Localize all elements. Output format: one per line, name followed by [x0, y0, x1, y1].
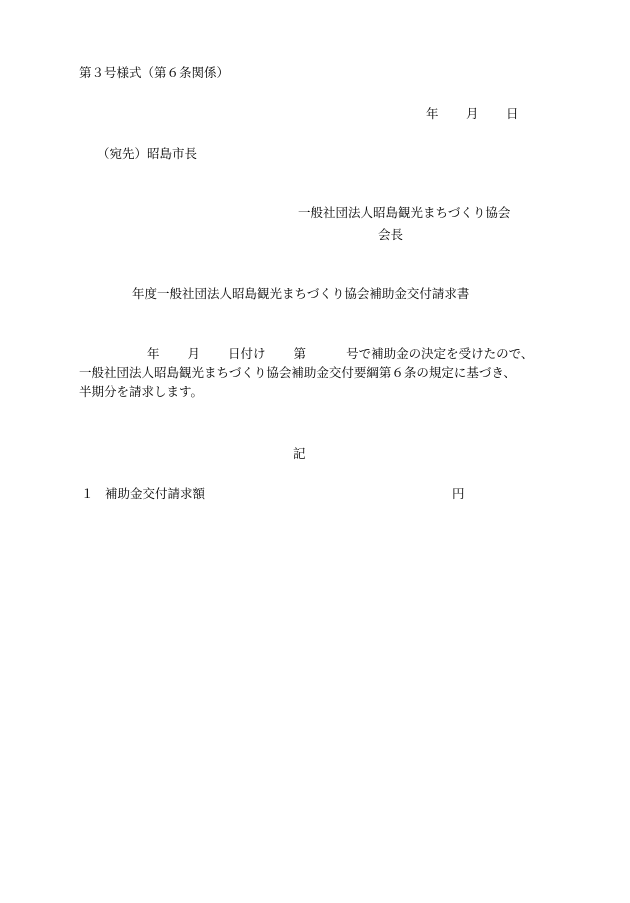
date-day-label: 日 [506, 106, 519, 121]
item-number: １ [81, 486, 94, 501]
body-line-2: 一般社団法人昭島観光まちづくり協会補助金交付要綱第６条の規定に基づき、 [79, 365, 516, 380]
body-line-1-rest: 号で補助金の決定を受けたので、 [346, 346, 534, 361]
body-date-suffix: 日付け [228, 346, 266, 361]
body-year-label: 年 [147, 346, 160, 361]
item-label: 補助金交付請求額 [105, 486, 206, 501]
applicant-title: 会長 [378, 227, 404, 242]
document-title: 年度一般社団法人昭島観光まちづくり協会補助金交付請求書 [132, 286, 470, 301]
addressee: （宛先）昭島市長 [97, 146, 198, 161]
applicant-organization: 一般社団法人昭島観光まちづくり協会 [298, 205, 511, 220]
form-number: 第３号様式（第６条関係） [79, 65, 230, 80]
body-month-label: 月 [187, 346, 201, 361]
body-line-3: 半期分を請求します。 [79, 384, 204, 399]
date-month-label: 月 [466, 106, 479, 121]
body-number-prefix: 第 [293, 346, 307, 361]
date-year-label: 年 [426, 106, 439, 121]
item-unit: 円 [452, 486, 465, 501]
body-line-1 [79, 348, 533, 361]
note-heading: 記 [293, 446, 306, 461]
